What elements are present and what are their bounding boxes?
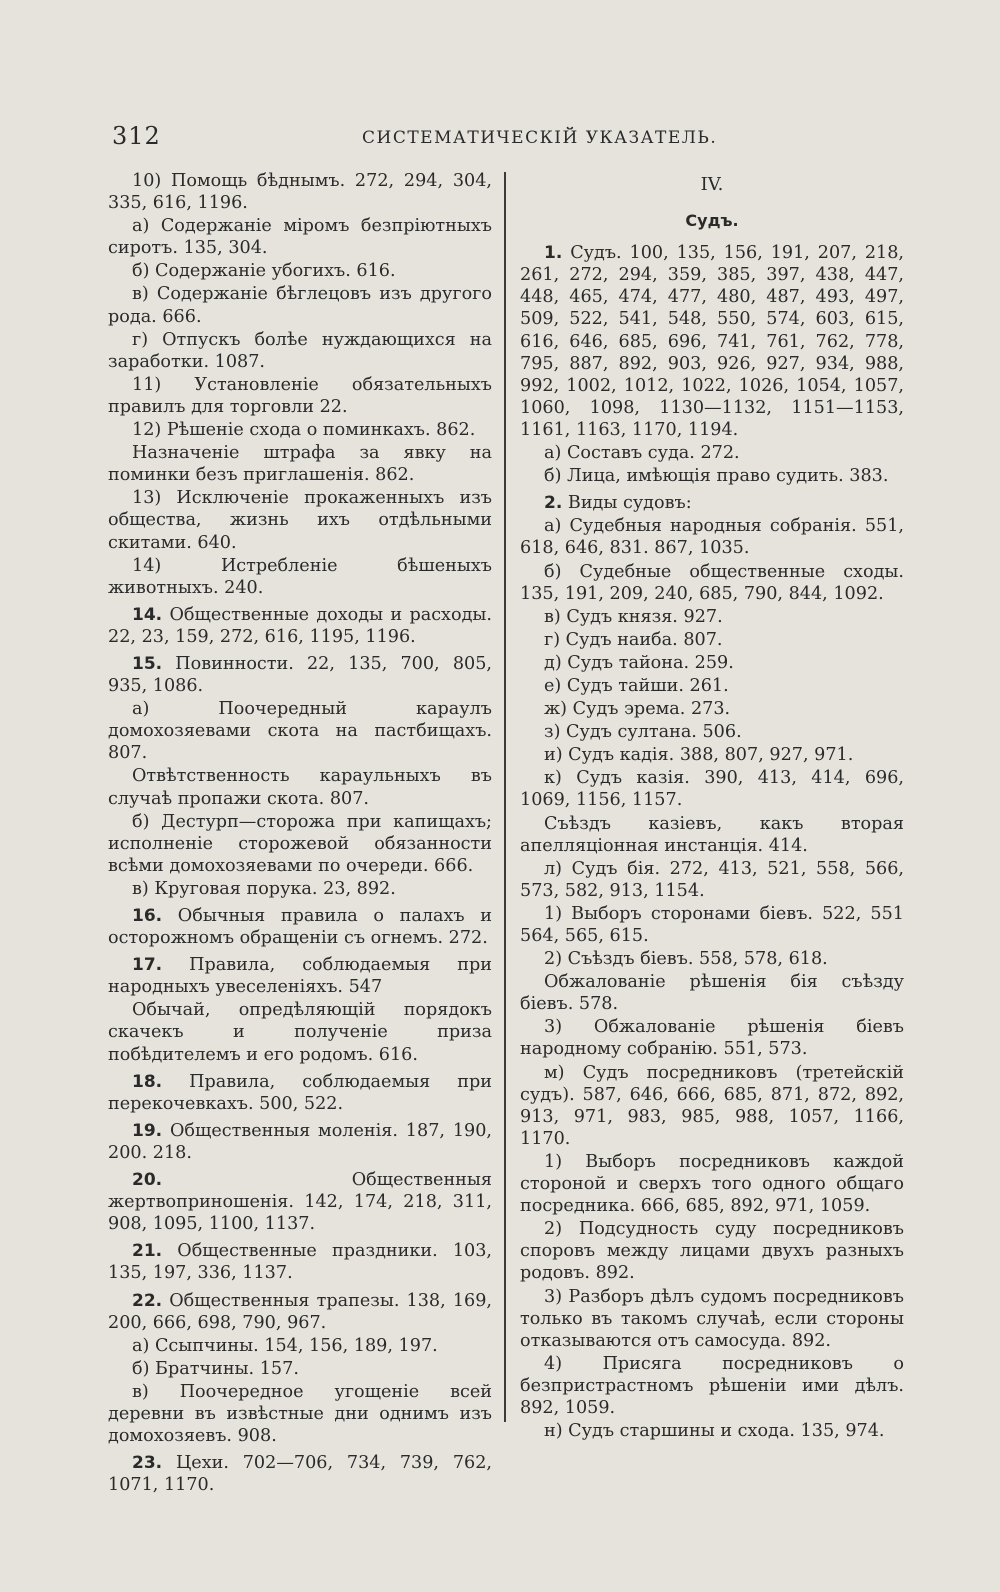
entry-text: 4) Присяга посредниковъ о безпристрастномъ рѣшеніи ими дѣлъ. 892, 1059. [520, 1353, 904, 1418]
entry-text: 13) Исключеніе прокаженныхъ изъ общества, жизнь ихъ отдѣльными скитами. 640. [108, 488, 492, 553]
index-entry [520, 629, 904, 651]
index-entry [520, 767, 904, 811]
entry-text: к) Судъ казія. 390, 413, 414, 696, 1069, 1156, 1157. [520, 768, 904, 811]
entry-text: 1) Выборъ посредниковъ каждой стороной и сверхъ того одного общаго посредника. 666, 685, 892, 971, 1059. [520, 1151, 904, 1217]
index-entry [520, 903, 904, 947]
entry-text: б) Содержаніе убогихъ. 616. [132, 261, 396, 282]
entry-text: Общественныя трапезы. 138, 169, 200, 666, 698, 790, 967. [108, 1290, 493, 1333]
entry-text: в) Содержаніе бѣглецовъ изъ другого рода. 666. [108, 284, 492, 327]
index-entry [520, 1286, 904, 1352]
entry-text: а) Судебныя народныя собранія. 551, 618, 646, 831. 867, 1035. [520, 516, 904, 559]
index-entry [520, 1062, 904, 1150]
index-entry [520, 698, 904, 720]
index-entry [108, 442, 492, 486]
entry-text: Правила, соблюдаемыя при народныхъ увеселеніяхъ. 547 [108, 955, 493, 998]
entry-number: 2. [544, 493, 563, 514]
entry-text: е) Судъ тайши. 261. [544, 675, 729, 696]
entry-text: д) Судъ тайона. 259. [544, 652, 734, 673]
entry-number: 1. [544, 243, 563, 264]
entry-text: 12) Рѣшеніе схода о поминкахъ. 862. [132, 420, 476, 441]
index-entry [108, 765, 492, 809]
index-entry [108, 811, 492, 877]
entry-text: ж) Судъ эрема. 273. [544, 699, 731, 720]
entry-number: 22. [132, 1290, 163, 1311]
entry-text: Общественныя моленія. 187, 190, 200. 218. [108, 1120, 492, 1163]
section-title: Судъ. [685, 211, 739, 231]
index-entry [520, 971, 904, 1015]
right-column [520, 170, 904, 1442]
index-entry [520, 1016, 904, 1060]
entry-text: Цехи. 702—706, 734, 739, 762, 1071, 1170. [108, 1453, 492, 1496]
index-entry [108, 999, 492, 1065]
index-entry [520, 492, 904, 514]
column-divider [504, 172, 506, 1422]
entry-text: в) Поочередное угощеніе всей деревни въ извѣстные дни однимъ изъ домохозяевъ. 908. [108, 1381, 492, 1447]
index-entry [520, 721, 904, 743]
entry-text: а) Ссыпчины. 154, 156, 189, 197. [132, 1335, 438, 1356]
entry-text: Назначеніе штрафа за явку на поминки безъ приглашенія. 862. [108, 443, 492, 486]
entry-number: 20. [132, 1170, 163, 1191]
index-entry [520, 465, 904, 487]
entry-text: Обычай, опредѣляющій порядокъ скачекъ и полученіе приза побѣдителемъ и его родомъ. 616. [108, 1000, 492, 1065]
index-entry [520, 242, 904, 441]
entry-text: 10) Помощь бѣднымъ. 272, 294, 304, 335, 616, 1196. [108, 171, 492, 214]
index-entry [108, 260, 492, 282]
entry-text: б) Братчины. 157. [132, 1358, 299, 1379]
index-entry [108, 419, 492, 441]
entry-text: в) Круговая порука. 23, 892. [132, 878, 396, 899]
entry-text: 2) Съѣздъ біевъ. 558, 578, 618. [544, 949, 828, 970]
running-title: СИСТЕМАТИЧЕСКІЙ УКАЗАТЕЛЬ. [362, 128, 718, 148]
entry-text: Повинности. 22, 135, 700, 805, 935, 1086. [108, 653, 492, 697]
entry-text: Отвѣтственность караульныхъ въ случаѣ пропажи скота. 807. [108, 766, 492, 809]
entry-text: а) Поочередный караулъ домохозяевами скота на пастбищахъ. 807. [108, 699, 492, 764]
entry-number: 15. [132, 653, 163, 674]
index-entry [520, 606, 904, 628]
entry-text: Обжалованіе рѣшенія бія съѣзду біевъ. 578. [520, 972, 904, 1015]
index-entry [108, 604, 492, 648]
index-entry [108, 1120, 492, 1164]
index-entry [108, 1358, 492, 1380]
entry-text: 11) Установленіе обязательныхъ правилъ для торговли 22. [108, 374, 492, 417]
index-entry [108, 878, 492, 900]
entry-number: 21. [132, 1241, 163, 1262]
entry-text: Обычныя правила о палахъ и осторожномъ обращеніи съ огнемъ. 272. [108, 906, 492, 949]
index-entry [108, 1452, 492, 1496]
index-entry [108, 954, 492, 998]
index-entry [520, 515, 904, 559]
entry-text: б) Судебные общественные сходы. 135, 191, 209, 240, 685, 790, 844, 1092. [520, 561, 904, 604]
index-entry [520, 1151, 904, 1217]
entry-number: 16. [132, 906, 163, 926]
entry-text: Правила, соблюдаемыя при перекочевкахъ. 500, 522. [108, 1071, 493, 1114]
index-entry [520, 652, 904, 674]
index-entry [108, 1071, 492, 1115]
entry-text: л) Судъ бія. 272, 413, 521, 558, 566, 573, 582, 913, 1154. [520, 858, 904, 901]
entry-text: Съѣздъ казіевъ, какъ вторая апелляціонная инстанція. 414. [520, 813, 904, 856]
index-entry [108, 555, 492, 599]
index-entry [108, 1169, 492, 1235]
page-number: 312 [112, 122, 161, 150]
index-entry [108, 170, 492, 214]
entry-number: 19. [132, 1120, 163, 1141]
entry-text: Общественныя жертвоприношенія. 142, 174, 218, 311, 908, 1095, 1100, 1137. [108, 1170, 492, 1235]
left-column [108, 170, 492, 1496]
entry-text: м) Судъ посредниковъ (третейскій судъ). 587, 646, 666, 685, 871, 872, 892, 913, 971, 983, 985, 988, 1057, 1166, 1170. [520, 1062, 904, 1149]
index-entry [108, 905, 492, 949]
index-entry [520, 813, 904, 857]
index-entry [520, 1420, 904, 1442]
entry-text: б) Дестурп—сторожа при капищахъ; исполненіе сторожевой обязанности всѣми домохозяевами по очереди. 666. [108, 811, 492, 876]
index-entry [108, 698, 492, 764]
entry-number: 17. [132, 955, 163, 976]
entry-text: г) Отпускъ болѣе нуждающихся на заработки. 1087. [108, 329, 492, 372]
entry-text: б) Лица, имѣющія право судить. 383. [544, 466, 889, 487]
right-entries [520, 242, 904, 1442]
entry-text: и) Судъ кадія. 388, 807, 927, 971. [544, 745, 854, 766]
entry-text: 3) Обжалованіе рѣшенія біевъ народному собранію. 551, 573. [520, 1017, 904, 1060]
index-entry [108, 1290, 492, 1334]
index-entry [520, 1353, 904, 1419]
index-entry [520, 675, 904, 697]
index-entry [108, 1335, 492, 1357]
index-entry [520, 1218, 904, 1284]
entry-text: а) Составъ суда. 272. [544, 443, 740, 464]
index-entry [520, 948, 904, 970]
entry-text: а) Содержаніе міромъ безпріютныхъ сиротъ. 135, 304. [108, 216, 492, 259]
entry-text: Общественные доходы и расходы. 22, 23, 159, 272, 616, 1195, 1196. [108, 604, 493, 647]
index-entry [520, 858, 904, 902]
entry-number: 18. [132, 1071, 163, 1092]
entry-number: 14. [132, 604, 163, 625]
entry-text: з) Судъ султана. 506. [544, 722, 742, 743]
entry-text: г) Судъ наиба. 807. [544, 629, 723, 650]
entry-text: Судъ. 100, 135, 156, 191, 207, 218, 261, 272, 294, 359, 385, 397, 438, 447, 448, 465, 474, 477, 480, 487, 493, 497, 509, 522, 541, 548, 550, 574, 603, 615, 616, 646, 685, 696, 741, 761, 762, 778, 795, 887, 892, 903, 926, 927, 934, 988, 992, 1002, 1012, 1022, 1026, 1054, 1057, 1060, 1098, 1130—1132, 1151—1153, 1161, 1163, 1170, 1194. [520, 243, 904, 440]
index-entry [108, 653, 492, 697]
page-header [112, 118, 882, 158]
entry-text: 3) Разборъ дѣлъ судомъ посредниковъ только въ такомъ случаѣ, если стороны отказываются отъ самосуда. 892. [520, 1286, 904, 1351]
entry-text: 14) Истребленіе бѣшеныхъ животныхъ. 240. [108, 555, 492, 598]
entry-number: 23. [132, 1453, 163, 1474]
index-entry [108, 1240, 492, 1284]
index-entry [108, 487, 492, 553]
entry-text: Общественные праздники. 103, 135, 197, 336, 1137. [108, 1241, 492, 1284]
index-entry [520, 561, 904, 605]
entry-text: Виды судовъ: [567, 493, 692, 514]
entry-text: в) Судъ князя. 927. [544, 606, 723, 627]
entry-text: 2) Подсудность суду посредниковъ споровъ между лицами двухъ разныхъ родовъ. 892. [520, 1219, 904, 1284]
index-entry [108, 374, 492, 418]
entry-text: н) Судъ старшины и схода. 135, 974. [544, 1421, 885, 1442]
section-numeral: IV. [700, 174, 724, 195]
entry-text: 1) Выборъ сторонами біевъ. 522, 551 564, 565, 615. [520, 903, 904, 946]
index-entry [108, 1381, 492, 1447]
index-entry [520, 442, 904, 464]
index-entry [108, 283, 492, 327]
index-entry [520, 744, 904, 766]
index-entry [108, 329, 492, 373]
index-entry [108, 215, 492, 259]
